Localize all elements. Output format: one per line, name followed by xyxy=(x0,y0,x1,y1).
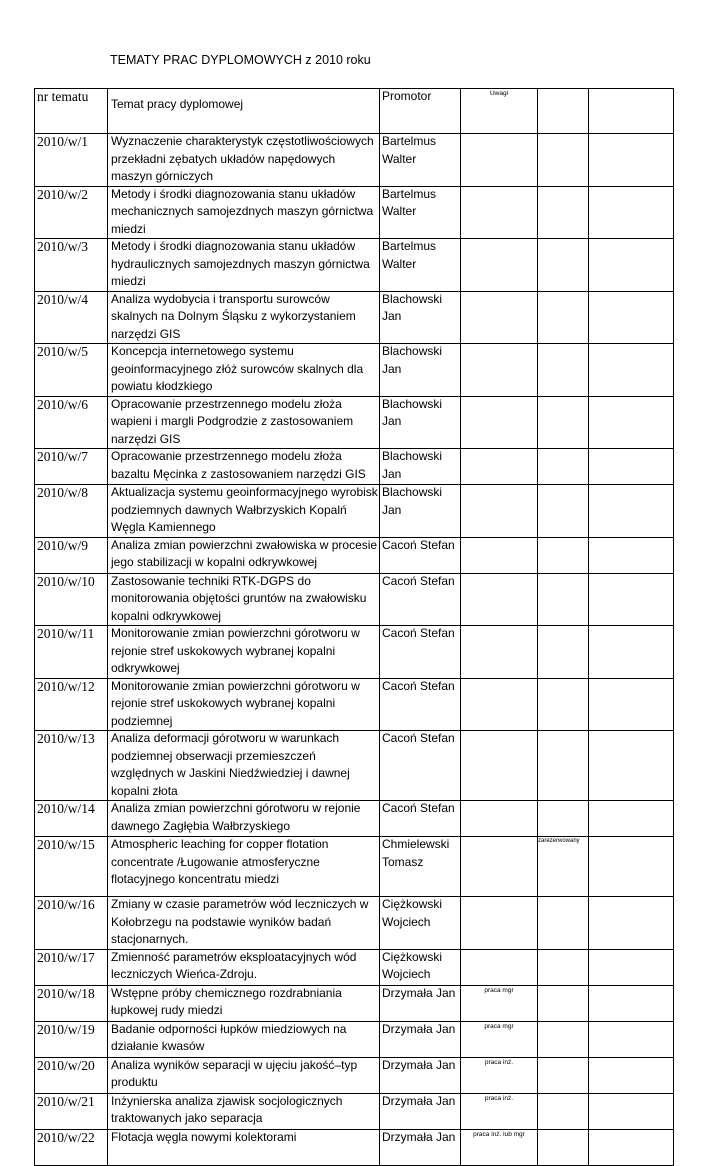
row-empty xyxy=(589,396,674,449)
row-empty xyxy=(589,1057,674,1093)
row-empty xyxy=(589,837,674,897)
row-topic: Wyznaczenie charakterystyk częstotliwościowych przekładni zębatych układów napędowych maszyn górniczych xyxy=(108,134,380,187)
row-number: 2010/w/13 xyxy=(35,731,108,801)
row-topic: Opracowanie przestrzennego modelu złoża bazaltu Męcinka z zastosowaniem narzędzi GIS xyxy=(108,449,380,485)
row-extra xyxy=(538,485,589,538)
row-uwagi: praca mgr xyxy=(461,985,538,1021)
row-extra xyxy=(538,449,589,485)
row-uwagi: praca inż. lub mgr xyxy=(461,1129,538,1165)
row-number: 2010/w/17 xyxy=(35,949,108,985)
row-number: 2010/w/10 xyxy=(35,573,108,626)
row-number: 2010/w/9 xyxy=(35,537,108,573)
row-extra xyxy=(538,626,589,679)
row-empty xyxy=(589,897,674,950)
row-promotor: Cacoń Stefan xyxy=(380,626,461,679)
row-extra xyxy=(538,134,589,187)
table-row xyxy=(35,1021,674,1057)
row-promotor: Blachowski Jan xyxy=(380,291,461,344)
row-topic: Metody i środki diagnozowania stanu układów hydraulicznych samojezdnych maszyn górnictwa miedzi xyxy=(108,239,380,292)
row-empty xyxy=(589,801,674,837)
row-empty xyxy=(589,134,674,187)
row-number: 2010/w/14 xyxy=(35,801,108,837)
row-empty xyxy=(589,573,674,626)
table-row xyxy=(35,239,674,292)
row-topic: Opracowanie przestrzennego modelu złoża wapieni i margli Podgrodzie z zastosowaniem narzędzi GIS xyxy=(108,396,380,449)
row-number: 2010/w/4 xyxy=(35,291,108,344)
row-topic: Metody i środki diagnozowania stanu układów mechanicznych samojezdnych maszyn górnictwa miedzi xyxy=(108,186,380,239)
row-empty xyxy=(589,485,674,538)
row-promotor: Drzymała Jan xyxy=(380,1021,461,1057)
table-row xyxy=(35,801,674,837)
row-topic: Analiza zmian powierzchni górotworu w rejonie dawnego Zagłębia Wałbrzyskiego xyxy=(108,801,380,837)
row-promotor: Blachowski Jan xyxy=(380,485,461,538)
row-promotor: Drzymała Jan xyxy=(380,985,461,1021)
row-topic: Wstępne próby chemicznego rozdrabniania łupkowej rudy miedzi xyxy=(108,985,380,1021)
row-uwagi: praca inż. xyxy=(461,1093,538,1129)
row-extra xyxy=(538,949,589,985)
row-promotor: Bartelmus Walter xyxy=(380,134,461,187)
row-extra xyxy=(538,1093,589,1129)
row-promotor: Cacoń Stefan xyxy=(380,573,461,626)
row-topic: Analiza wydobycia i transportu surowców skalnych na Dolnym Śląsku z wykorzystaniem narzędzi GIS xyxy=(108,291,380,344)
row-extra xyxy=(538,291,589,344)
row-extra xyxy=(538,731,589,801)
table-row xyxy=(35,626,674,679)
row-extra xyxy=(538,344,589,397)
table-row xyxy=(35,985,674,1021)
row-number: 2010/w/7 xyxy=(35,449,108,485)
row-topic: Atmospheric leaching for copper flotation concentrate /Ługowanie atmosferyczne flotacyjnego koncentratu miedzi xyxy=(108,837,380,897)
row-extra xyxy=(538,985,589,1021)
row-extra xyxy=(538,186,589,239)
table-row xyxy=(35,1129,674,1165)
topics-table xyxy=(34,88,674,1166)
row-promotor: Bartelmus Walter xyxy=(380,186,461,239)
row-number: 2010/w/2 xyxy=(35,186,108,239)
row-uwagi xyxy=(461,949,538,985)
row-uwagi xyxy=(461,897,538,950)
row-uwagi xyxy=(461,678,538,731)
row-empty xyxy=(589,678,674,731)
row-number: 2010/w/12 xyxy=(35,678,108,731)
row-empty xyxy=(589,1093,674,1129)
row-promotor: Cacoń Stefan xyxy=(380,801,461,837)
table-row xyxy=(35,731,674,801)
row-empty xyxy=(589,985,674,1021)
row-topic: Analiza deformacji górotworu w warunkach podziemnej obserwacji przemieszczeń względnych w Jaskini Niedźwiedziej i dawnej kopalni złota xyxy=(108,731,380,801)
header-nr: nr tematu xyxy=(35,89,108,134)
row-number: 2010/w/22 xyxy=(35,1129,108,1165)
row-topic: Inżynierska analiza zjawisk socjologicznych traktowanych jako separacja xyxy=(108,1093,380,1129)
row-topic: Badanie odporności łupków miedziowych na działanie kwasów xyxy=(108,1021,380,1057)
row-empty xyxy=(589,1129,674,1165)
row-extra xyxy=(538,1057,589,1093)
row-promotor: Cacoń Stefan xyxy=(380,678,461,731)
table-row xyxy=(35,291,674,344)
table-row xyxy=(35,678,674,731)
row-promotor: Ciężkowski Wojciech xyxy=(380,949,461,985)
row-number: 2010/w/15 xyxy=(35,837,108,897)
table-row xyxy=(35,186,674,239)
row-extra xyxy=(538,897,589,950)
row-uwagi xyxy=(461,396,538,449)
row-topic: Koncepcja internetowego systemu geoinformacyjnego złóż surowców skalnych dla powiatu kłodzkiego xyxy=(108,344,380,397)
row-empty xyxy=(589,731,674,801)
row-promotor: Cacoń Stefan xyxy=(380,537,461,573)
row-extra xyxy=(538,396,589,449)
row-empty xyxy=(589,344,674,397)
row-empty xyxy=(589,186,674,239)
row-uwagi xyxy=(461,573,538,626)
header-empty-2 xyxy=(589,89,674,134)
row-uwagi xyxy=(461,291,538,344)
page-title: TEMATY PRAC DYPLOMOWYCH z 2010 roku xyxy=(110,53,371,67)
row-number: 2010/w/20 xyxy=(35,1057,108,1093)
row-topic: Monitorowanie zmian powierzchni górotworu w rejonie stref uskokowych wybranej kopalni odkrywkowej xyxy=(108,626,380,679)
row-empty xyxy=(589,537,674,573)
row-extra xyxy=(538,678,589,731)
row-topic: Analiza wyników separacji w ujęciu jakość–typ produktu xyxy=(108,1057,380,1093)
header-temat: Temat pracy dyplomowej xyxy=(108,89,380,134)
row-extra xyxy=(538,1129,589,1165)
row-topic: Analiza zmian powierzchni zwałowiska w procesie jego stabilizacji w kopalni odkrywkowej xyxy=(108,537,380,573)
row-uwagi xyxy=(461,239,538,292)
row-uwagi xyxy=(461,731,538,801)
table-row xyxy=(35,1057,674,1093)
table-row xyxy=(35,396,674,449)
row-extra: zarezerwowany xyxy=(538,837,589,897)
row-number: 2010/w/11 xyxy=(35,626,108,679)
row-extra xyxy=(538,573,589,626)
row-uwagi xyxy=(461,626,538,679)
row-uwagi xyxy=(461,801,538,837)
row-promotor: Blachowski Jan xyxy=(380,396,461,449)
table-row xyxy=(35,344,674,397)
row-number: 2010/w/19 xyxy=(35,1021,108,1057)
row-promotor: Cacoń Stefan xyxy=(380,731,461,801)
table-row xyxy=(35,897,674,950)
row-extra xyxy=(538,537,589,573)
row-topic: Aktualizacja systemu geoinformacyjnego wyrobisk podziemnych dawnych Wałbrzyskich Kopalń Węgla Kamiennego xyxy=(108,485,380,538)
row-promotor: Ciężkowski Wojciech xyxy=(380,897,461,950)
row-promotor: Chmielewski Tomasz xyxy=(380,837,461,897)
table-row xyxy=(35,573,674,626)
row-empty xyxy=(589,626,674,679)
row-uwagi xyxy=(461,186,538,239)
row-extra xyxy=(538,239,589,292)
table-row xyxy=(35,485,674,538)
row-empty xyxy=(589,291,674,344)
row-number: 2010/w/1 xyxy=(35,134,108,187)
row-empty xyxy=(589,1021,674,1057)
row-promotor: Blachowski Jan xyxy=(380,344,461,397)
row-empty xyxy=(589,949,674,985)
row-number: 2010/w/5 xyxy=(35,344,108,397)
row-promotor: Drzymała Jan xyxy=(380,1129,461,1165)
row-number: 2010/w/21 xyxy=(35,1093,108,1129)
row-number: 2010/w/8 xyxy=(35,485,108,538)
table-row xyxy=(35,537,674,573)
row-uwagi xyxy=(461,485,538,538)
table-row xyxy=(35,837,674,897)
row-uwagi: praca inż. xyxy=(461,1057,538,1093)
row-uwagi xyxy=(461,537,538,573)
row-empty xyxy=(589,449,674,485)
table-row xyxy=(35,134,674,187)
row-uwagi xyxy=(461,134,538,187)
row-promotor: Drzymała Jan xyxy=(380,1057,461,1093)
row-promotor: Blachowski Jan xyxy=(380,449,461,485)
row-number: 2010/w/6 xyxy=(35,396,108,449)
row-topic: Zastosowanie techniki RTK-DGPS do monitorowania objętości gruntów na zwałowisku kopalni odkrywkowej xyxy=(108,573,380,626)
table-header-row xyxy=(35,89,674,134)
table-row xyxy=(35,449,674,485)
row-promotor: Bartelmus Walter xyxy=(380,239,461,292)
row-uwagi xyxy=(461,449,538,485)
header-promotor: Promotor xyxy=(380,89,461,134)
row-extra xyxy=(538,801,589,837)
table-row xyxy=(35,1093,674,1129)
row-uwagi: praca mgr xyxy=(461,1021,538,1057)
table-row xyxy=(35,949,674,985)
header-uwagi: Uwagi xyxy=(461,89,538,134)
row-extra xyxy=(538,1021,589,1057)
row-empty xyxy=(589,239,674,292)
row-topic: Zmienność parametrów eksploatacyjnych wód leczniczych Wieńca-Zdroju. xyxy=(108,949,380,985)
row-topic: Monitorowanie zmian powierzchni górotworu w rejonie stref uskokowych wybranej kopalni podziemnej xyxy=(108,678,380,731)
row-number: 2010/w/3 xyxy=(35,239,108,292)
row-uwagi xyxy=(461,837,538,897)
row-number: 2010/w/18 xyxy=(35,985,108,1021)
row-promotor: Drzymała Jan xyxy=(380,1093,461,1129)
row-topic: Zmiany w czasie parametrów wód leczniczych w Kołobrzegu na podstawie wyników badań stacjonarnych. xyxy=(108,897,380,950)
row-topic: Flotacja węgla nowymi kolektorami xyxy=(108,1129,380,1165)
header-empty-1 xyxy=(538,89,589,134)
row-uwagi xyxy=(461,344,538,397)
row-number: 2010/w/16 xyxy=(35,897,108,950)
